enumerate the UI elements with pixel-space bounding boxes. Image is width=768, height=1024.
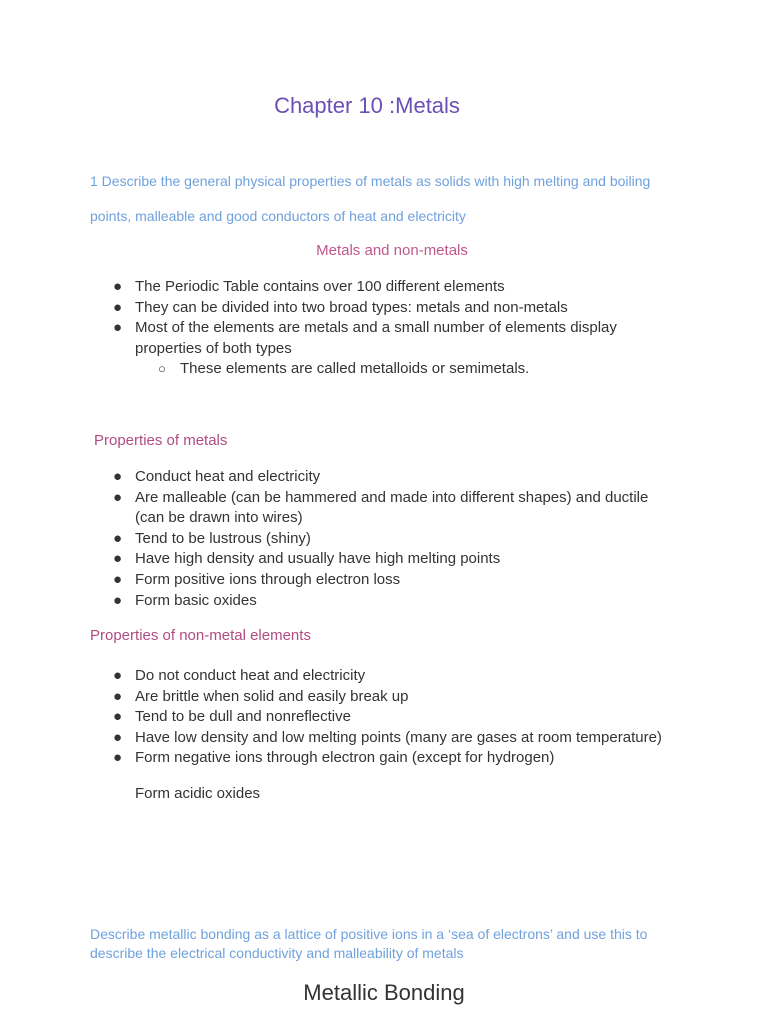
list-properties-of-non-metals [0,666,675,769]
list-item: ● Form negative ions through electron gain (except for hydrogen) [0,748,675,769]
bullet-icon: ● [113,319,123,337]
list-properties-of-metals [0,467,675,611]
heading-metallic-bonding: Metallic Bonding [303,980,465,1005]
list-item: ● Form positive ions through electron loss [0,570,675,591]
page-title: Chapter 10 :Metals [274,93,460,118]
bullet-icon: ● [113,591,123,609]
bullet-icon: ● [113,687,123,705]
list-item: ● Conduct heat and electricity [0,467,675,488]
bullet-icon: ● [113,708,123,726]
objective-1-line-1: 1 Describe the general physical properties of metals as solids with high melting and boiling [90,173,651,189]
list-metals-and-non-metals [0,277,720,380]
list-item: ● They can be divided into two broad types: metals and non-metals [0,298,675,319]
list-item: ● Have low density and low melting points (many are gases at room temperature) [0,728,675,749]
bullet-icon: ● [113,529,123,547]
bullet-icon: ● [113,550,123,568]
bullet-icon: ● [113,570,123,588]
heading-properties-of-non-metals: Properties of non-metal elements [90,627,311,644]
bullet-icon: ● [113,728,123,746]
bullet-icon: ● [113,278,123,295]
bullet-icon: ● [113,667,123,684]
list-item: ● Are brittle when solid and easily break up [0,687,675,708]
bullet-icon: ● [113,468,123,485]
list-item: ● Are malleable (can be hammered and made into different shapes) and ductile (can be drawn into wires) [113,488,649,527]
list-item: ● Most of the elements are metals and a small number of elements display properties of both types [113,319,617,357]
list-item: ● Tend to be dull and nonreflective [0,707,675,728]
list-item: ● Tend to be lustrous (shiny) [0,529,675,550]
bullet-icon: ● [113,298,123,316]
list-item: ● Have high density and usually have high melting points [0,549,675,570]
heading-properties-of-metals: Properties of metals [94,432,228,449]
objective-2-line-1: Describe metallic bonding as a lattice of positive ions in a ‘sea of electrons’ and use this to [90,926,648,942]
list-item: ● Do not conduct heat and electricity [0,666,675,687]
list-item: ● Form basic oxides [0,591,675,612]
objective-2-line-2: describe the electrical conductivity and malleability of metals [90,945,464,961]
bullet-icon: ● [113,488,123,506]
objective-1-line-2: points, malleable and good conductors of heat and electricity [90,208,466,224]
bullet-icon: ● [113,749,123,767]
list-item: ● The Periodic Table contains over 100 different elements [0,277,675,298]
heading-metals-and-non-metals: Metals and non-metals [316,242,468,259]
hollow-bullet-icon: ○ [158,361,166,377]
trailing-text-acidic-oxides: Form acidic oxides [135,785,261,802]
sub-list-item: ○ These elements are called metalloids or semimetals. [0,359,720,380]
